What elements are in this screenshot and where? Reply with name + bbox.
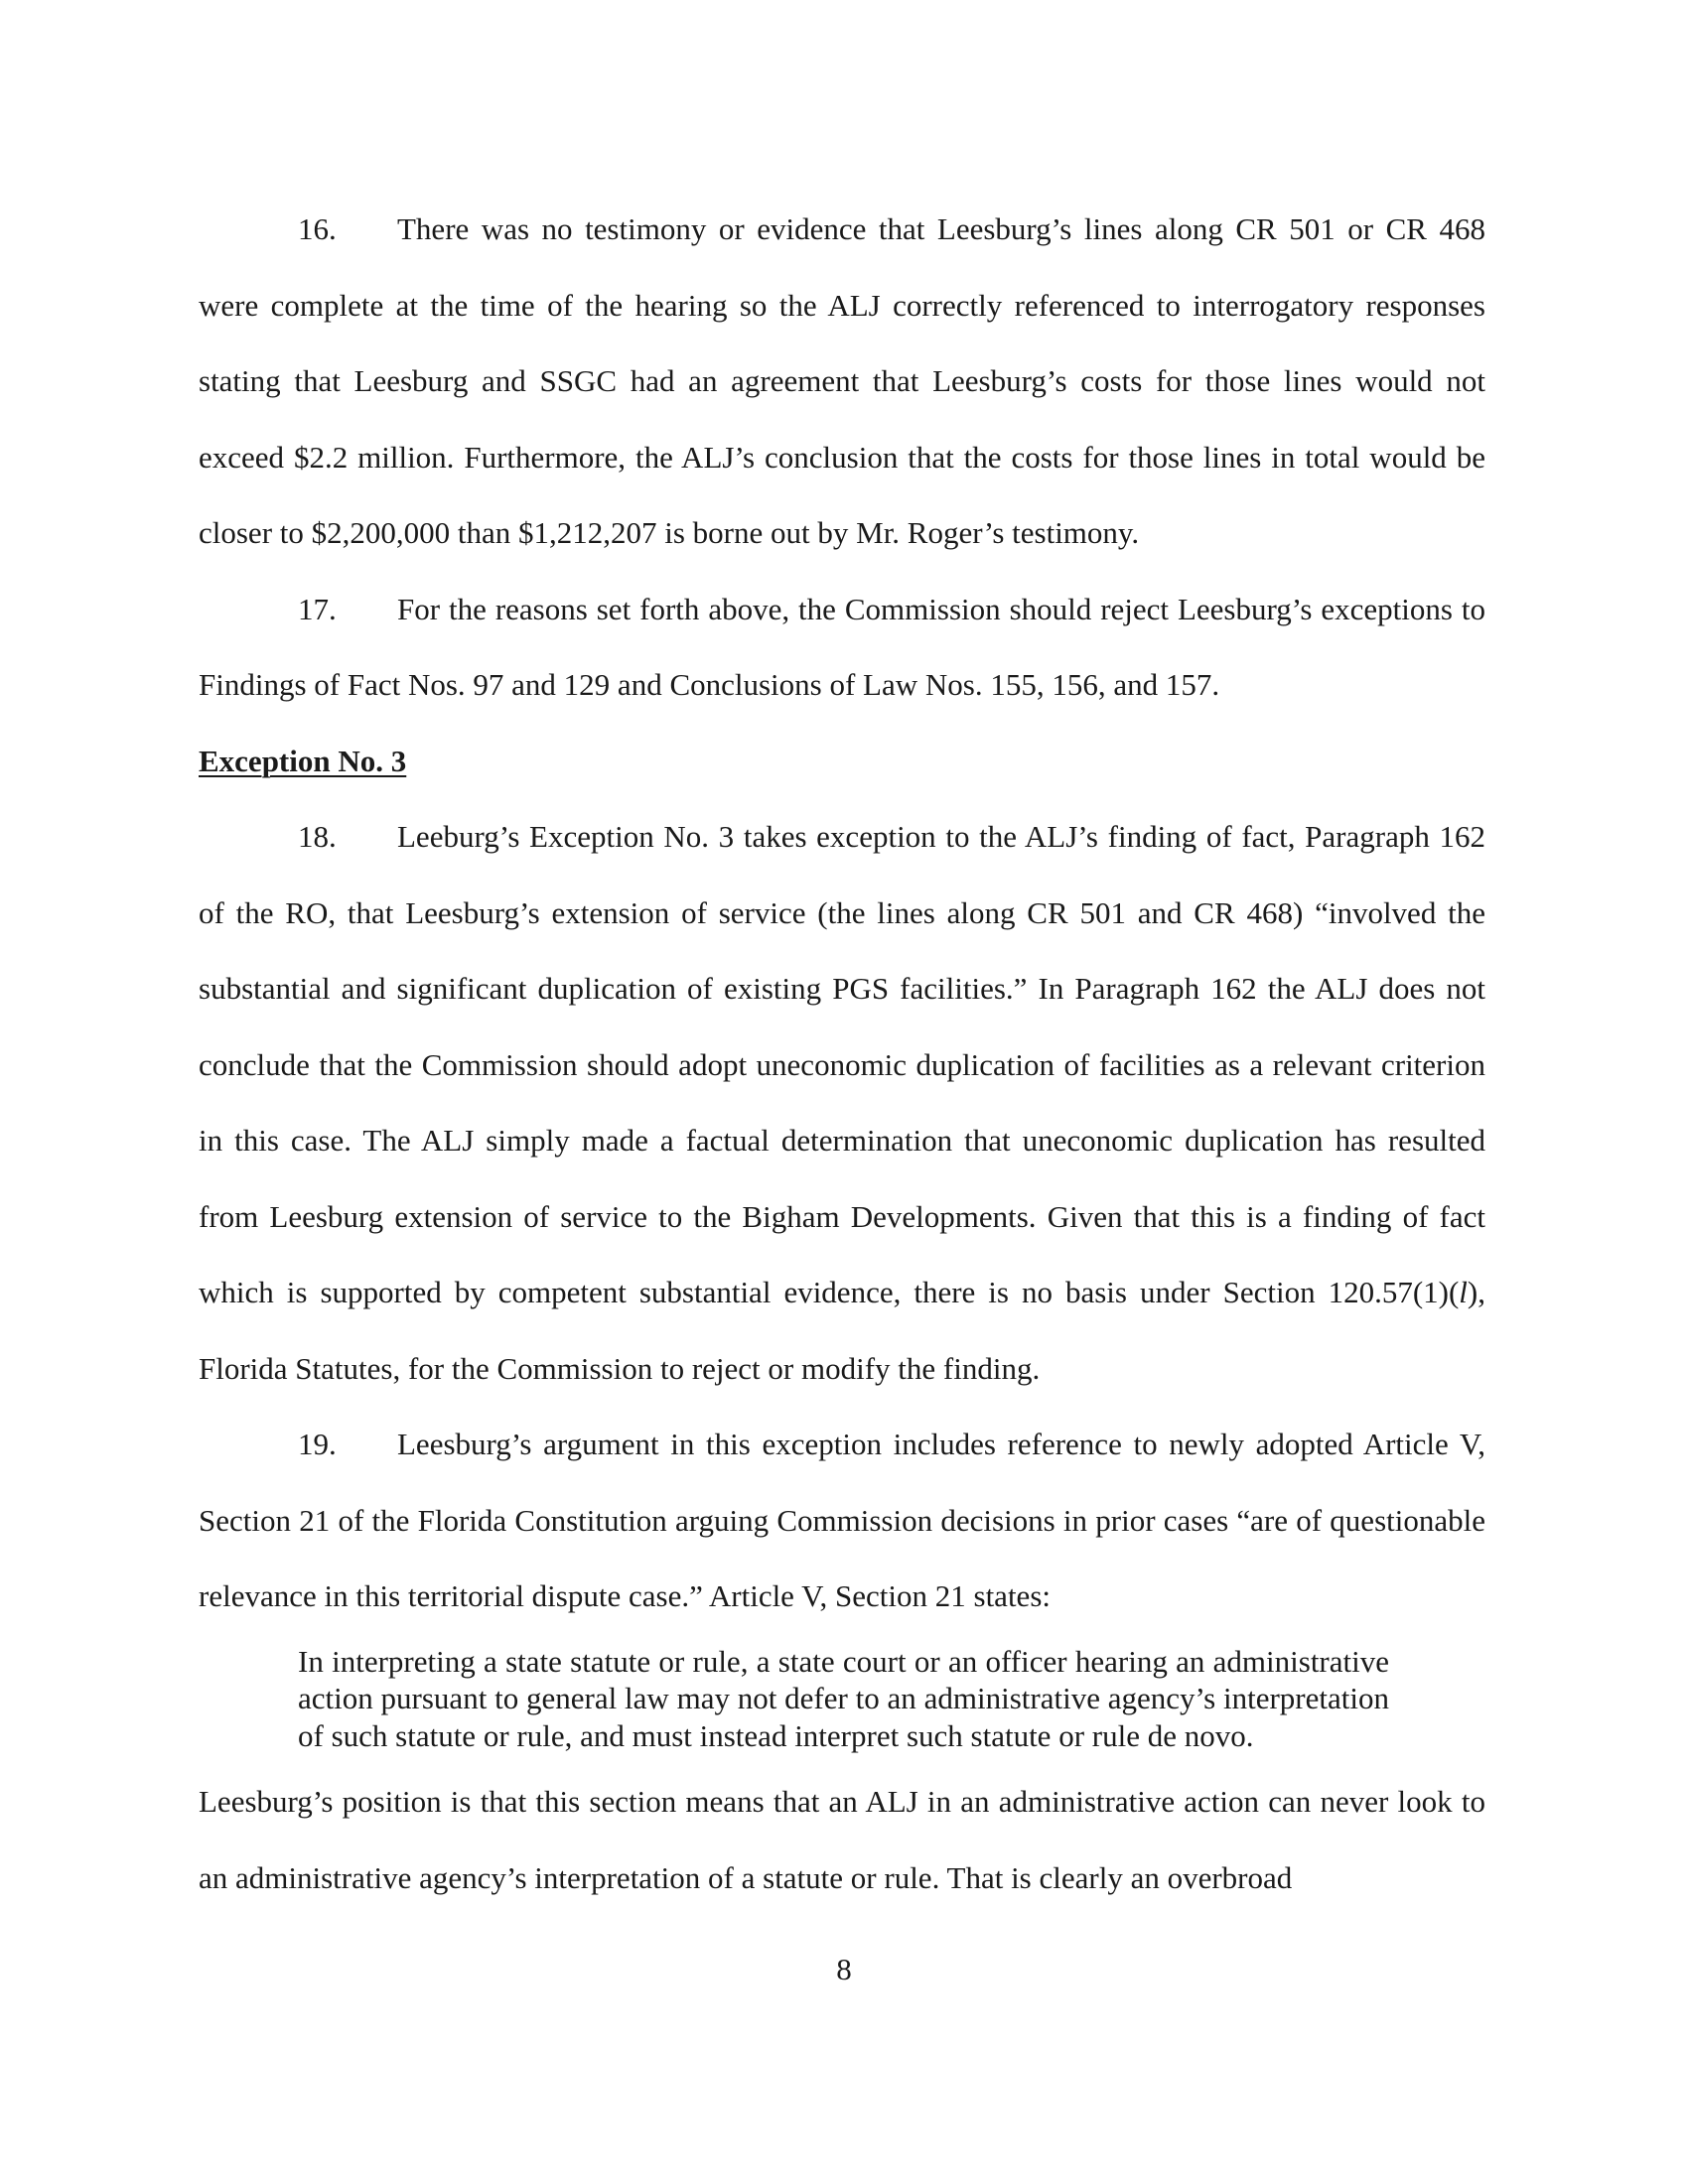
paragraph-continuation: Leesburg’s position is that this section means that an ALJ in an administrative action can never look to an administrative agency’s interpretation of a statute or rule. That is clearly an overbroad <box>199 1784 1485 1895</box>
paragraph-number: 16. <box>298 211 337 246</box>
paragraph-number: 17. <box>298 591 337 626</box>
paragraph-18 <box>199 799 1485 1407</box>
paragraph-number: 19. <box>298 1427 337 1461</box>
paragraph-19 <box>199 1407 1485 1635</box>
paragraph-text: There was no testimony or evidence that Leesburg’s lines along CR 501 or CR 468 were complete at the time of the hearing so the ALJ correctly referenced to interrogatory responses stating that Leesburg and SSGC had an agreement that Leesburg’s costs for those lines would not exceed $2.2 million. Furthermore, the ALJ’s conclusion that the costs for those lines in total would be closer to $2,200,000 than $1,212,207 is borne out by Mr. Roger’s testimony. <box>199 211 1485 550</box>
page-number: 8 <box>836 1952 852 1986</box>
paragraph-text: Leesburg’s argument in this exception includes reference to newly adopted Article V, Section 21 of the Florida Constitution arguing Commission decisions in prior cases “are of questionable relevance in this territorial dispute case.” Article V, Section 21 states: <box>199 1427 1485 1613</box>
paragraph-text-end: ), Florida Statutes, for the Commission to reject or modify the finding. <box>199 1275 1485 1386</box>
section-heading <box>199 724 1485 800</box>
section-heading-text: Exception No. 3 <box>199 743 407 778</box>
paragraph-text-italic: l <box>1459 1275 1468 1309</box>
paragraph-number: 18. <box>298 819 337 854</box>
paragraph-text: Leeburg’s Exception No. 3 takes exception to the ALJ’s finding of fact, Paragraph 162 of the RO, that Leesburg’s extension of service (the lines along CR 501 and CR 468) “involved the substantial and significant duplication of existing PGS facilities.” In Paragraph 162 the ALJ does not conclude that the Commission should adopt uneconomic duplication of facilities as a relevant criterion in this case. The ALJ simply made a factual determination that uneconomic duplication has resulted from Leesburg extension of service to the Bigham Developments. Given that this is a finding of fact which is supported by competent substantial evidence, there is no basis under Section 120.57(1)( <box>199 819 1485 1309</box>
paragraph-16 <box>199 192 1485 572</box>
block-quote: In interpreting a state statute or rule, a state court or an officer hearing an administrative action pursuant to general law may not defer to an administrative agency’s interpretation of such statute or rule, and must instead interpret such statute or rule de novo. <box>298 1643 1389 1753</box>
paragraph-17 <box>199 572 1485 724</box>
document-body <box>199 192 1485 1916</box>
paragraph-text: For the reasons set forth above, the Commission should reject Leesburg’s exceptions to Findings of Fact Nos. 97 and 129 and Conclusions of Law Nos. 155, 156, and 157. <box>199 591 1485 702</box>
